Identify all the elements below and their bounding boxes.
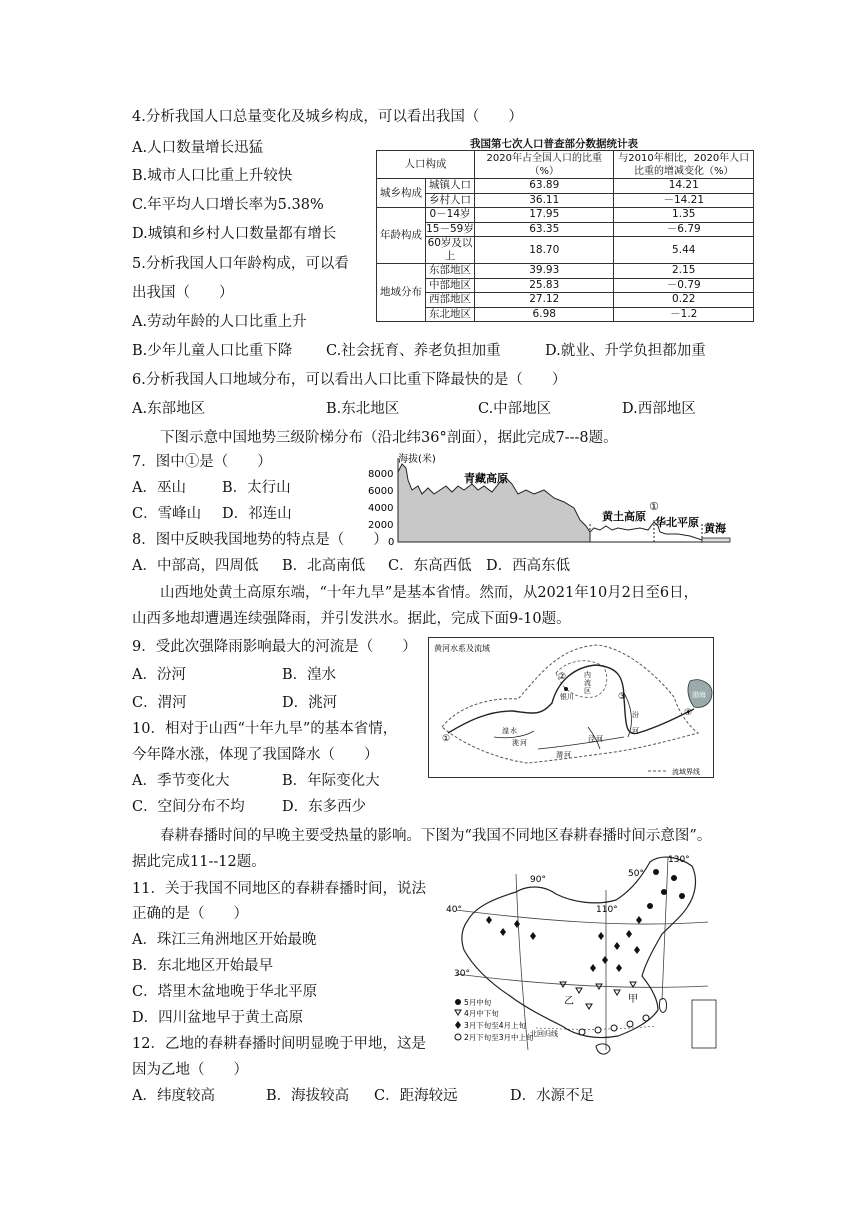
taiwan-island [659, 998, 666, 1012]
place-label-yi: 乙 [564, 996, 574, 1007]
lon-label: 110° [596, 905, 618, 915]
legend-item: 2月下旬至3月中上旬 [464, 1033, 534, 1042]
symbol-group-feb-late [579, 1015, 649, 1035]
symbol-circle [653, 869, 659, 875]
q9-option-a: A．汾河 [132, 667, 186, 683]
table-cell: －14.21 [614, 193, 754, 208]
map-label-inland-3: 区 [584, 687, 591, 695]
legend-open-circle-icon [455, 1034, 461, 1040]
table-cell: 2.15 [614, 264, 754, 279]
map-label-taohe-1: 洮 [512, 739, 519, 747]
q7-option-c: C．雪峰山 [132, 506, 202, 522]
profile-label-tibetan-plateau: 青藏高原 [464, 472, 508, 485]
symbol-triangle [586, 1004, 592, 1009]
symbol-diamond [626, 930, 632, 938]
intro-9-10-line2: 山西多地却遭遇连续强降雨，并引发洪水。据此，完成下面9-10题。 [132, 611, 571, 627]
table-row [377, 307, 754, 322]
map-label-jinghe-1: 泾 [588, 735, 595, 743]
map-marker-2: ② [558, 672, 567, 682]
symbol-diamond [636, 916, 642, 924]
intro-11-12-line2: 据此完成11--12题。 [132, 854, 266, 870]
q12-stem-line1: 12．乙地的春耕春播时间明显晚于甲地，这是 [132, 1036, 426, 1052]
q6-option-a: A.东部地区 [132, 401, 206, 417]
q6-stem: 6.分析我国人口地域分布，可以看出人口比重下降最快的是（ ） [132, 372, 567, 388]
map-label-inland-2: 流 [584, 679, 591, 687]
profile-tick: 2000 [368, 520, 394, 531]
table-row [377, 193, 754, 208]
table-header-cell: 与2010年相比，2020年人口比重的增减变化（%） [614, 151, 754, 179]
q8-option-b: B．北高南低 [282, 558, 366, 574]
table-cell: 18.70 [475, 237, 614, 264]
place-label-jia: 甲 [628, 994, 638, 1005]
symbol-open-circle [579, 1029, 585, 1035]
q5-option-a: A.劳动年龄的人口比重上升 [132, 314, 307, 330]
table-row [377, 222, 754, 237]
table-cell: 36.11 [475, 193, 614, 208]
table-cell: 14.21 [614, 179, 754, 194]
q4-option-a: A.人口数量增长迅猛 [132, 140, 264, 156]
q11-option-d: D．四川盆地早于黄土高原 [132, 1010, 304, 1026]
q7-stem: 7．图中①是（ ） [132, 454, 272, 470]
lat-label: 40° [446, 905, 462, 915]
intro-9-10-line1: 山西地处黄土高原东端，“十年九旱”是基本省情。然而，从2021年10月2日至6日， [160, 585, 699, 601]
map-marker-1: ① [442, 734, 451, 744]
table-cell: 0.22 [614, 293, 754, 308]
profile-tick: 4000 [368, 503, 394, 514]
symbol-diamond [634, 946, 640, 954]
table-cell: 27.12 [475, 293, 614, 308]
symbol-triangle [614, 990, 620, 995]
legend-item: 4月中下旬 [464, 1009, 499, 1018]
table-cell: 63.89 [475, 179, 614, 194]
q12-option-c: C．距海较远 [374, 1088, 458, 1104]
legend-item: 5月中旬 [464, 998, 492, 1007]
table-cell: 15－59岁 [426, 222, 474, 235]
profile-tick: 6000 [368, 486, 394, 497]
q5-option-c: C.社会抚育、养老负担加重 [326, 343, 501, 359]
map-label-fenhe-2: 河 [632, 727, 639, 735]
q8-stem: 8．图中反映我国地势的特点是（ ） [132, 532, 388, 548]
q4-stem: 4.分析我国人口总量变化及城乡构成，可以看出我国（ ） [132, 109, 523, 125]
map-label-huangshui-2: 水 [510, 727, 517, 735]
table-group-cell: 年龄构成 [377, 208, 426, 264]
symbol-diamond [602, 956, 608, 964]
q4-option-d: D.城镇和乡村人口数量都有增长 [132, 226, 337, 242]
table-cell: 0－14岁 [426, 208, 475, 223]
table-row [377, 179, 754, 194]
table-cell: 东部地区 [426, 264, 475, 279]
census-table-caption: 我国第七次人口普查部分数据统计表 [470, 138, 638, 150]
symbol-diamond [616, 964, 622, 972]
q10-option-a: A．季节变化大 [132, 773, 230, 789]
symbol-circle [661, 889, 667, 895]
map-label-taohe-2: 河 [520, 739, 527, 747]
q5-option-d: D.就业、升学负担都加重 [545, 343, 706, 359]
q7-option-d: D．祁连山 [222, 506, 292, 522]
table-cell: 17.95 [475, 208, 614, 223]
symbol-diamond [500, 928, 506, 936]
terrain-profile-diagram [368, 450, 732, 548]
q9-option-d: D．洮河 [282, 695, 338, 711]
q12-option-d: D．水源不足 [510, 1088, 595, 1104]
map-label-huangshui-1: 湟 [502, 727, 509, 735]
q10-stem-line1: 10．相对于山西“十年九旱”的基本省情， [132, 721, 398, 737]
map-marker-4: ④ [684, 708, 693, 718]
map-label-bohai: 渤海 [692, 691, 706, 699]
table-group-cell: 地域分布 [377, 264, 426, 322]
q6-option-c: C.中部地区 [478, 401, 552, 417]
graticule-line [456, 910, 708, 924]
q4-option-c: C.年平均人口增长率为5.38% [132, 197, 324, 213]
symbol-open-circle [611, 1025, 617, 1031]
q11-stem-line2: 正确的是（ ） [132, 906, 248, 922]
map-label-yinchuan: 银川 [560, 693, 574, 701]
q6-option-d: D.西部地区 [622, 401, 696, 417]
table-row [377, 237, 754, 264]
q11-option-b: B．东北地区开始最早 [132, 958, 274, 974]
table-cell: －1.2 [614, 307, 754, 322]
q11-option-a: A．珠江三角洲地区开始最晚 [132, 932, 317, 948]
table-cell: 6.98 [475, 307, 614, 322]
profile-label-north-china-plain: 华北平原 [655, 516, 699, 529]
table-header-cell: 人口构成 [377, 151, 475, 179]
symbol-triangle [576, 988, 582, 993]
table-row [377, 208, 754, 223]
q8-option-c: C．东高西低 [388, 558, 472, 574]
q12-option-a: A．纬度较高 [132, 1088, 215, 1104]
table-cell: 25.83 [475, 278, 614, 293]
map-label-fenhe-1: 汾 [632, 711, 639, 719]
q6-option-b: B.东北地区 [326, 401, 400, 417]
table-cell: 乡村人口 [426, 193, 475, 208]
symbol-circle [679, 893, 685, 899]
q5-stem-line2: 出我国（ ） [132, 285, 234, 301]
symbol-open-circle [595, 1027, 601, 1033]
table-cell: －0.79 [614, 278, 754, 293]
symbol-triangle [630, 982, 636, 987]
table-group-cell: 城乡构成 [377, 179, 426, 208]
hainan-island [596, 1044, 610, 1054]
q9-stem: 9．受此次强降雨影响最大的河流是（ ） [132, 639, 417, 655]
q5-option-b: B.少年儿童人口比重下降 [132, 343, 293, 359]
q7-option-b: B．太行山 [222, 480, 291, 496]
census-table [376, 150, 754, 322]
table-cell: 城镇人口 [426, 179, 475, 194]
table-cell: 西部地区 [426, 293, 475, 308]
table-cell: 东北地区 [426, 307, 475, 322]
map-label-jinghe-2: 河 [596, 735, 603, 743]
q5-stem-line1: 5.分析我国人口年龄构成，可以看 [132, 256, 349, 272]
lon-label: 90° [530, 875, 546, 885]
q10-option-d: D．东多西少 [282, 799, 367, 815]
profile-y-label: 海拔(米) [398, 454, 436, 465]
map-label-inland-1: 内 [584, 671, 591, 679]
yellow-river-basin-map [428, 637, 714, 778]
symbol-diamond [530, 932, 536, 940]
profile-tick: 0 [388, 537, 395, 548]
legend-triangle-icon [455, 1010, 461, 1015]
map-legend-boundary: 流域界线 [672, 768, 700, 776]
symbol-diamond [590, 964, 596, 972]
q8-option-a: A．中部高，四周低 [132, 558, 259, 574]
q7-option-a: A．巫山 [132, 480, 186, 496]
symbol-diamond [598, 932, 604, 940]
symbol-diamond [486, 916, 492, 924]
q8-option-d: D．西高东低 [486, 558, 571, 574]
table-cell: 60岁及以上 [426, 237, 475, 264]
table-header-cell: 2020年占全国人口的比重（%） [475, 151, 614, 179]
lat-label: 50° [628, 869, 644, 879]
symbol-group-april-mid-late [486, 916, 642, 972]
tropic-label: 北回归线 [530, 1030, 558, 1038]
q12-option-b: B．海拔较高 [266, 1088, 350, 1104]
legend-item: 3月下旬至4月上旬 [464, 1021, 527, 1030]
yinchuan-dot [564, 687, 568, 691]
table-cell: －6.79 [614, 222, 754, 237]
symbol-open-circle [627, 1021, 633, 1027]
lon-label: 130° [668, 855, 690, 865]
q4-option-b: B.城市人口比重上升较快 [132, 168, 293, 184]
table-cell: 5.44 [614, 237, 754, 264]
intro-11-12-line1: 春耕春播时间的早晚主要受热量的影响。下图为“我国不同地区春耕春播时间示意图”。 [160, 828, 712, 844]
table-cell: 39.93 [475, 264, 614, 279]
profile-label-loess-plateau: 黄土高原 [602, 510, 646, 523]
map-label-weihe-2: 河 [564, 751, 571, 759]
intro-7-8: 下图示意中国地势三级阶梯分布（沿北纬36°剖面），据此完成7---8题。 [160, 430, 618, 446]
table-cell: 1.35 [614, 208, 754, 223]
map-marker-3: ③ [618, 692, 627, 702]
table-row [377, 264, 754, 279]
symbol-circle [647, 903, 653, 909]
symbol-diamond [614, 942, 620, 950]
q9-option-b: B．湟水 [282, 667, 337, 683]
table-row [377, 278, 754, 293]
symbol-diamond [514, 920, 520, 928]
legend-circle-icon [455, 999, 461, 1005]
profile-label-yellow-sea: 黄海 [704, 522, 726, 535]
table-cell: 63.35 [475, 222, 614, 237]
symbol-open-circle [643, 1015, 649, 1021]
symbol-circle [671, 875, 677, 881]
table-row [377, 293, 754, 308]
q10-stem-line2: 今年降水涨，体现了我国降水（ ） [132, 747, 379, 763]
q12-stem-line2: 因为乙地（ ） [132, 1062, 248, 1078]
profile-tick: 8000 [368, 469, 394, 480]
table-cell: 中部地区 [426, 278, 475, 293]
map-label-weihe-1: 渭 [556, 751, 563, 759]
q11-option-c: C．塔里木盆地晚于华北平原 [132, 984, 318, 1000]
lat-label: 30° [454, 969, 470, 979]
graticule-line [456, 974, 708, 987]
q10-option-c: C．空间分布不均 [132, 799, 245, 815]
q10-option-b: B．年际变化大 [282, 773, 380, 789]
map-title: 黄河水系及流域 [434, 644, 490, 653]
legend-diamond-icon [455, 1021, 461, 1029]
q11-stem-line1: 11．关于我国不同地区的春耕春播时间，说法 [132, 881, 426, 897]
profile-label-marker-1: ① [649, 500, 659, 513]
china-spring-sowing-map [446, 850, 718, 1060]
south-sea-inset [692, 1000, 716, 1048]
q9-option-c: C．渭河 [132, 695, 187, 711]
table-header-row [377, 151, 754, 179]
